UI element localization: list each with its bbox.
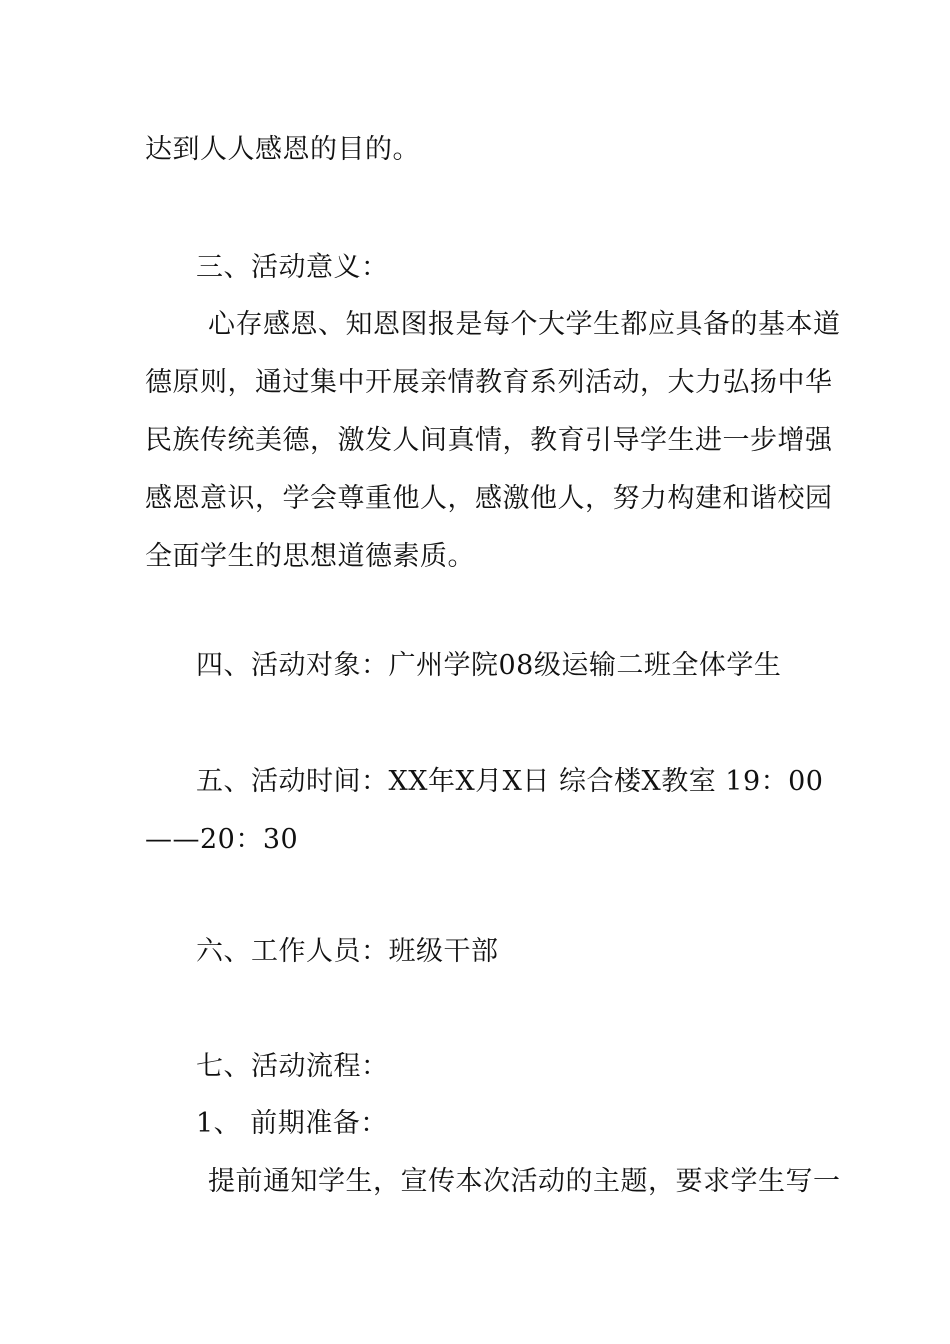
preparation-paragraph-line: 提前通知学生，宣传本次活动的主题，要求学生写一 [208, 1166, 841, 1197]
text-line-conclusion: 达到人人感恩的目的。 [145, 134, 420, 165]
section-heading-time: 五、活动时间：XX年X月X日 综合楼X教室 19：00 [196, 766, 824, 797]
paragraph-line-1: 心存感恩、知恩图报是每个大学生都应具备的基本道 [208, 309, 841, 340]
paragraph-line-2: 德原则，通过集中开展亲情教育系列活动，大力弘扬中华 [145, 367, 833, 398]
paragraph-line-3: 民族传统美德，激发人间真情，教育引导学生进一步增强 [145, 425, 833, 456]
list-item-preparation: 1、 前期准备： [196, 1108, 388, 1139]
section-heading-target: 四、活动对象：广州学院08级运输二班全体学生 [196, 650, 782, 681]
section-heading-process: 七、活动流程： [196, 1051, 389, 1082]
section-heading-staff: 六、工作人员：班级干部 [196, 936, 499, 967]
paragraph-line-5: 全面学生的思想道德素质。 [145, 541, 475, 572]
paragraph-line-4: 感恩意识，学会尊重他人，感激他人，努力构建和谐校园 [145, 483, 833, 514]
time-continuation-line: ——20：30 [145, 824, 299, 855]
section-heading-significance: 三、活动意义： [196, 252, 389, 283]
